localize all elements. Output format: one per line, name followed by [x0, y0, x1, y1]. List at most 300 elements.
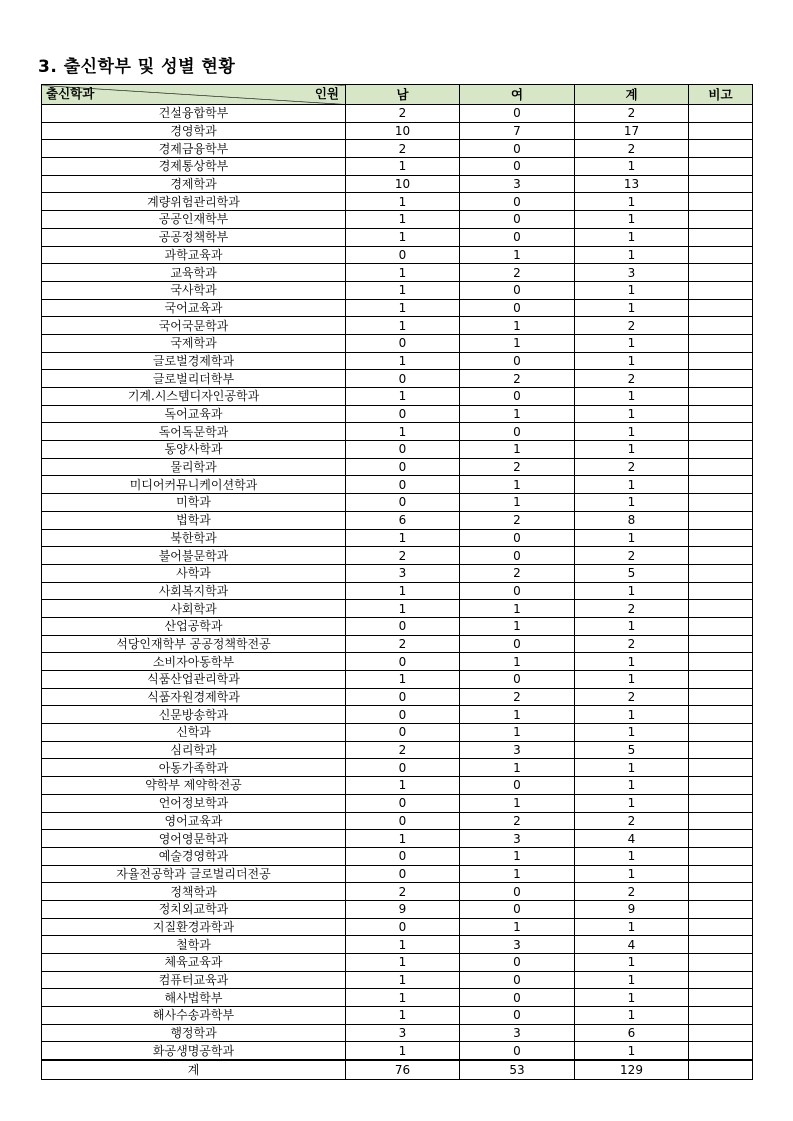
cell-note — [689, 1042, 753, 1060]
cell-female: 3 — [460, 1024, 575, 1042]
cell-total: 1 — [575, 1042, 689, 1060]
cell-male: 2 — [346, 635, 460, 653]
cell-total: 2 — [575, 458, 689, 476]
table-row — [42, 794, 753, 812]
cell-dept: 영어교육과 — [42, 812, 346, 830]
cell-male: 1 — [346, 281, 460, 299]
cell-female: 1 — [460, 724, 575, 742]
cell-note — [689, 105, 753, 123]
cell-note — [689, 529, 753, 547]
cell-female: 0 — [460, 228, 575, 246]
cell-female: 0 — [460, 299, 575, 317]
cell-dept: 법학과 — [42, 511, 346, 529]
cell-female: 2 — [460, 688, 575, 706]
cell-dept: 심리학과 — [42, 741, 346, 759]
cell-total: 1 — [575, 193, 689, 211]
footer-total: 129 — [575, 1060, 689, 1080]
cell-total: 8 — [575, 511, 689, 529]
cell-male: 2 — [346, 140, 460, 158]
cell-male: 0 — [346, 706, 460, 724]
table-row — [42, 635, 753, 653]
cell-note — [689, 812, 753, 830]
cell-total: 1 — [575, 281, 689, 299]
table-row — [42, 830, 753, 848]
cell-male: 1 — [346, 158, 460, 176]
table-row — [42, 936, 753, 954]
cell-note — [689, 759, 753, 777]
cell-note — [689, 547, 753, 565]
cell-dept: 과학교육과 — [42, 246, 346, 264]
cell-female: 3 — [460, 830, 575, 848]
cell-female: 1 — [460, 441, 575, 459]
cell-male: 6 — [346, 511, 460, 529]
header-dept-count-cell — [42, 85, 346, 105]
cell-male: 1 — [346, 936, 460, 954]
cell-female: 1 — [460, 405, 575, 423]
cell-note — [689, 299, 753, 317]
cell-note — [689, 1024, 753, 1042]
cell-male: 2 — [346, 105, 460, 123]
cell-total: 1 — [575, 653, 689, 671]
cell-dept: 국사학과 — [42, 281, 346, 299]
cell-male: 0 — [346, 441, 460, 459]
cell-female: 1 — [460, 865, 575, 883]
cell-dept: 경제통상학부 — [42, 158, 346, 176]
cell-dept: 철학과 — [42, 936, 346, 954]
cell-female: 0 — [460, 635, 575, 653]
cell-female: 2 — [460, 511, 575, 529]
cell-total: 1 — [575, 334, 689, 352]
table-row — [42, 158, 753, 176]
cell-note — [689, 564, 753, 582]
cell-total: 4 — [575, 936, 689, 954]
cell-note — [689, 140, 753, 158]
cell-female: 0 — [460, 140, 575, 158]
cell-male: 1 — [346, 1007, 460, 1025]
table-row — [42, 334, 753, 352]
table-row — [42, 122, 753, 140]
cell-total: 9 — [575, 900, 689, 918]
header-male: 남 — [346, 85, 460, 105]
table-row — [42, 989, 753, 1007]
cell-total: 1 — [575, 777, 689, 795]
cell-total: 2 — [575, 688, 689, 706]
cell-female: 0 — [460, 105, 575, 123]
cell-note — [689, 476, 753, 494]
cell-total: 1 — [575, 158, 689, 176]
cell-female: 3 — [460, 936, 575, 954]
cell-total: 1 — [575, 671, 689, 689]
cell-dept: 공공정책학부 — [42, 228, 346, 246]
cell-note — [689, 847, 753, 865]
cell-female: 1 — [460, 918, 575, 936]
cell-note — [689, 883, 753, 901]
cell-total: 1 — [575, 918, 689, 936]
cell-dept: 경제금융학부 — [42, 140, 346, 158]
cell-dept: 국어국문학과 — [42, 317, 346, 335]
table-row — [42, 423, 753, 441]
cell-dept: 신문방송학과 — [42, 706, 346, 724]
table-row — [42, 246, 753, 264]
table-row — [42, 458, 753, 476]
cell-dept: 사학과 — [42, 564, 346, 582]
cell-total: 1 — [575, 352, 689, 370]
table-row — [42, 741, 753, 759]
cell-dept: 정책학과 — [42, 883, 346, 901]
cell-male: 10 — [346, 175, 460, 193]
cell-dept: 해사법학부 — [42, 989, 346, 1007]
cell-male: 1 — [346, 352, 460, 370]
cell-female: 1 — [460, 600, 575, 618]
cell-female: 0 — [460, 883, 575, 901]
table-row — [42, 724, 753, 742]
table-row — [42, 954, 753, 972]
cell-dept: 건설융합학부 — [42, 105, 346, 123]
cell-total: 2 — [575, 600, 689, 618]
cell-total: 1 — [575, 299, 689, 317]
table-header-row — [42, 85, 753, 105]
table-row — [42, 1007, 753, 1025]
cell-female: 1 — [460, 847, 575, 865]
page-title: 3. 출신학부 및 성별 현황 — [38, 57, 236, 77]
cell-male: 1 — [346, 600, 460, 618]
cell-male: 0 — [346, 918, 460, 936]
table-row — [42, 441, 753, 459]
cell-male: 1 — [346, 211, 460, 229]
cell-dept: 신학과 — [42, 724, 346, 742]
table-row — [42, 847, 753, 865]
cell-note — [689, 918, 753, 936]
cell-total: 6 — [575, 1024, 689, 1042]
cell-female: 1 — [460, 334, 575, 352]
cell-total: 2 — [575, 317, 689, 335]
table-row — [42, 617, 753, 635]
cell-note — [689, 865, 753, 883]
table-row — [42, 140, 753, 158]
cell-female: 7 — [460, 122, 575, 140]
cell-note — [689, 511, 753, 529]
table-row — [42, 264, 753, 282]
cell-note — [689, 193, 753, 211]
table-row — [42, 388, 753, 406]
cell-male: 0 — [346, 794, 460, 812]
header-count-label: 인원 — [314, 86, 339, 101]
cell-total: 5 — [575, 564, 689, 582]
cell-total: 5 — [575, 741, 689, 759]
cell-dept: 자율전공학과 글로벌리더전공 — [42, 865, 346, 883]
cell-male: 0 — [346, 405, 460, 423]
header-dept-label: 출신학과 — [46, 86, 95, 101]
cell-female: 0 — [460, 989, 575, 1007]
table-body — [42, 105, 753, 1061]
cell-note — [689, 635, 753, 653]
header-total: 계 — [575, 85, 689, 105]
cell-note — [689, 158, 753, 176]
cell-note — [689, 494, 753, 512]
table-row — [42, 228, 753, 246]
cell-male: 9 — [346, 900, 460, 918]
cell-male: 10 — [346, 122, 460, 140]
cell-male: 1 — [346, 582, 460, 600]
cell-male: 1 — [346, 671, 460, 689]
footer-note — [689, 1060, 753, 1080]
cell-total: 1 — [575, 246, 689, 264]
cell-note — [689, 441, 753, 459]
cell-dept: 계량위험관리학과 — [42, 193, 346, 211]
cell-dept: 산업공학과 — [42, 617, 346, 635]
cell-dept: 체육교육과 — [42, 954, 346, 972]
cell-male: 2 — [346, 741, 460, 759]
table-row — [42, 281, 753, 299]
cell-note — [689, 830, 753, 848]
cell-dept: 독어교육과 — [42, 405, 346, 423]
cell-female: 0 — [460, 423, 575, 441]
cell-note — [689, 741, 753, 759]
cell-total: 1 — [575, 724, 689, 742]
cell-note — [689, 900, 753, 918]
cell-note — [689, 617, 753, 635]
cell-female: 0 — [460, 158, 575, 176]
cell-note — [689, 122, 753, 140]
cell-female: 0 — [460, 352, 575, 370]
cell-dept: 식품산업관리학과 — [42, 671, 346, 689]
cell-male: 0 — [346, 617, 460, 635]
table-row — [42, 370, 753, 388]
footer-label: 계 — [42, 1060, 346, 1080]
cell-male: 2 — [346, 547, 460, 565]
cell-note — [689, 317, 753, 335]
table-row — [42, 529, 753, 547]
cell-female: 0 — [460, 1007, 575, 1025]
department-gender-table — [41, 84, 753, 1080]
cell-female: 3 — [460, 175, 575, 193]
cell-male: 2 — [346, 883, 460, 901]
cell-female: 2 — [460, 564, 575, 582]
cell-female: 0 — [460, 582, 575, 600]
cell-male: 0 — [346, 724, 460, 742]
cell-dept: 사회복지학과 — [42, 582, 346, 600]
cell-female: 2 — [460, 370, 575, 388]
cell-female: 0 — [460, 777, 575, 795]
cell-dept: 물리학과 — [42, 458, 346, 476]
cell-female: 0 — [460, 971, 575, 989]
cell-male: 0 — [346, 494, 460, 512]
cell-male: 0 — [346, 370, 460, 388]
cell-dept: 지질환경과학과 — [42, 918, 346, 936]
cell-note — [689, 671, 753, 689]
cell-total: 1 — [575, 529, 689, 547]
cell-dept: 약학부 제약학전공 — [42, 777, 346, 795]
cell-total: 1 — [575, 706, 689, 724]
table-row — [42, 900, 753, 918]
cell-dept: 정치외교학과 — [42, 900, 346, 918]
cell-female: 0 — [460, 900, 575, 918]
cell-dept: 북한학과 — [42, 529, 346, 547]
cell-male: 0 — [346, 865, 460, 883]
cell-total: 3 — [575, 264, 689, 282]
cell-note — [689, 777, 753, 795]
cell-total: 2 — [575, 105, 689, 123]
cell-total: 1 — [575, 1007, 689, 1025]
cell-note — [689, 724, 753, 742]
table-row — [42, 211, 753, 229]
cell-note — [689, 794, 753, 812]
cell-dept: 국제학과 — [42, 334, 346, 352]
cell-male: 1 — [346, 971, 460, 989]
cell-female: 1 — [460, 706, 575, 724]
table-row — [42, 759, 753, 777]
table-row — [42, 582, 753, 600]
cell-male: 1 — [346, 777, 460, 795]
cell-male: 0 — [346, 334, 460, 352]
cell-female: 1 — [460, 494, 575, 512]
cell-dept: 석당인재학부 공공정책학전공 — [42, 635, 346, 653]
cell-dept: 기계.시스템디자인공학과 — [42, 388, 346, 406]
table-row — [42, 193, 753, 211]
cell-dept: 미디어커뮤니케이션학과 — [42, 476, 346, 494]
footer-female: 53 — [460, 1060, 575, 1080]
cell-female: 1 — [460, 317, 575, 335]
table-row — [42, 706, 753, 724]
cell-dept: 언어정보학과 — [42, 794, 346, 812]
cell-note — [689, 582, 753, 600]
cell-dept: 소비자아동학부 — [42, 653, 346, 671]
cell-male: 1 — [346, 264, 460, 282]
cell-dept: 불어불문학과 — [42, 547, 346, 565]
cell-note — [689, 688, 753, 706]
table-row — [42, 494, 753, 512]
cell-note — [689, 1007, 753, 1025]
cell-total: 1 — [575, 617, 689, 635]
cell-dept: 컴퓨터교육과 — [42, 971, 346, 989]
cell-dept: 미학과 — [42, 494, 346, 512]
cell-dept: 경제학과 — [42, 175, 346, 193]
footer-male: 76 — [346, 1060, 460, 1080]
cell-total: 1 — [575, 211, 689, 229]
table-row — [42, 175, 753, 193]
cell-total: 1 — [575, 865, 689, 883]
table-row — [42, 600, 753, 618]
cell-note — [689, 423, 753, 441]
header-note: 비고 — [689, 85, 753, 105]
cell-note — [689, 954, 753, 972]
cell-female: 2 — [460, 812, 575, 830]
cell-note — [689, 281, 753, 299]
cell-female: 0 — [460, 529, 575, 547]
cell-dept: 식품자원경제학과 — [42, 688, 346, 706]
cell-female: 1 — [460, 794, 575, 812]
cell-male: 1 — [346, 423, 460, 441]
cell-male: 1 — [346, 228, 460, 246]
table-row — [42, 317, 753, 335]
cell-female: 1 — [460, 653, 575, 671]
cell-female: 0 — [460, 211, 575, 229]
cell-male: 3 — [346, 564, 460, 582]
cell-total: 2 — [575, 812, 689, 830]
cell-female: 0 — [460, 281, 575, 299]
cell-female: 0 — [460, 671, 575, 689]
cell-male: 0 — [346, 653, 460, 671]
cell-dept: 글로벌경제학과 — [42, 352, 346, 370]
table-row — [42, 1024, 753, 1042]
cell-female: 2 — [460, 458, 575, 476]
table-row — [42, 405, 753, 423]
cell-note — [689, 653, 753, 671]
cell-female: 0 — [460, 388, 575, 406]
table-row — [42, 299, 753, 317]
cell-note — [689, 352, 753, 370]
cell-male: 3 — [346, 1024, 460, 1042]
cell-male: 0 — [346, 476, 460, 494]
cell-total: 1 — [575, 388, 689, 406]
cell-total: 1 — [575, 423, 689, 441]
cell-dept: 공공인재학부 — [42, 211, 346, 229]
cell-total: 1 — [575, 847, 689, 865]
cell-male: 1 — [346, 1042, 460, 1060]
cell-dept: 해사수송과학부 — [42, 1007, 346, 1025]
cell-female: 0 — [460, 193, 575, 211]
table-row — [42, 564, 753, 582]
cell-female: 3 — [460, 741, 575, 759]
table-row — [42, 865, 753, 883]
cell-total: 1 — [575, 494, 689, 512]
cell-note — [689, 334, 753, 352]
cell-note — [689, 388, 753, 406]
table-row — [42, 653, 753, 671]
cell-total: 2 — [575, 635, 689, 653]
cell-female: 1 — [460, 476, 575, 494]
cell-dept: 동양사학과 — [42, 441, 346, 459]
cell-male: 0 — [346, 246, 460, 264]
table-footer-row — [42, 1060, 753, 1080]
cell-note — [689, 458, 753, 476]
table-row — [42, 812, 753, 830]
cell-total: 1 — [575, 476, 689, 494]
cell-male: 1 — [346, 193, 460, 211]
table-row — [42, 671, 753, 689]
table-row — [42, 1042, 753, 1060]
table-row — [42, 511, 753, 529]
cell-total: 1 — [575, 989, 689, 1007]
cell-male: 1 — [346, 317, 460, 335]
cell-dept: 독어독문학과 — [42, 423, 346, 441]
cell-note — [689, 264, 753, 282]
cell-note — [689, 600, 753, 618]
cell-note — [689, 370, 753, 388]
cell-note — [689, 989, 753, 1007]
cell-total: 17 — [575, 122, 689, 140]
cell-dept: 아동가족학과 — [42, 759, 346, 777]
table-row — [42, 547, 753, 565]
cell-total: 1 — [575, 441, 689, 459]
cell-dept: 영어영문학과 — [42, 830, 346, 848]
cell-male: 1 — [346, 954, 460, 972]
cell-note — [689, 175, 753, 193]
cell-note — [689, 211, 753, 229]
cell-female: 1 — [460, 759, 575, 777]
table-row — [42, 352, 753, 370]
cell-male: 0 — [346, 847, 460, 865]
cell-female: 2 — [460, 264, 575, 282]
cell-male: 1 — [346, 299, 460, 317]
table-row — [42, 971, 753, 989]
cell-total: 1 — [575, 954, 689, 972]
cell-total: 1 — [575, 405, 689, 423]
cell-note — [689, 971, 753, 989]
cell-total: 1 — [575, 228, 689, 246]
cell-dept: 국어교육과 — [42, 299, 346, 317]
cell-dept: 행정학과 — [42, 1024, 346, 1042]
